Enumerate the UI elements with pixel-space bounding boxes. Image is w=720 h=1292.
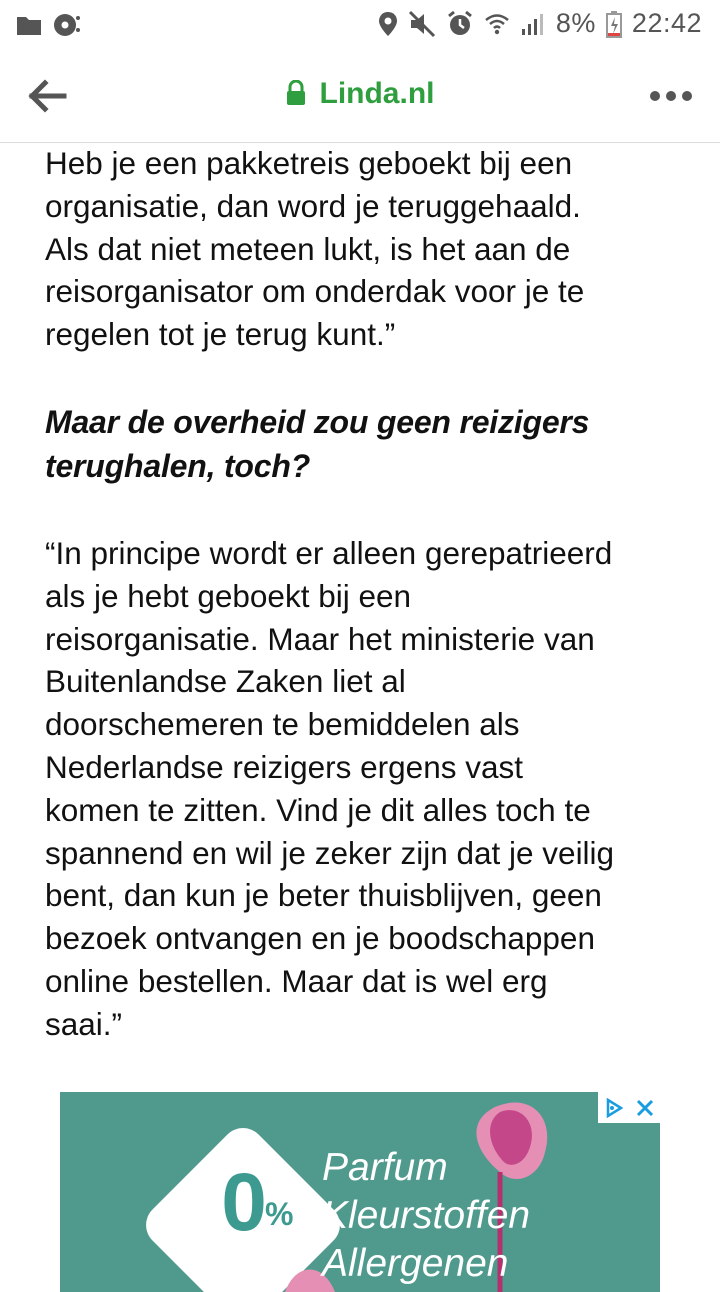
mute-icon	[408, 10, 436, 38]
advertisement-banner[interactable]	[60, 1092, 660, 1292]
ad-choices-badge	[598, 1092, 660, 1123]
lock-icon	[286, 80, 306, 106]
location-icon	[378, 11, 398, 37]
alarm-icon	[446, 10, 474, 38]
article-body	[45, 142, 685, 1046]
clock-time: 22:42	[631, 8, 702, 38]
ad-badge-percent: %	[265, 1196, 294, 1232]
ad-close-button[interactable]	[629, 1092, 660, 1123]
more-dots-icon	[648, 88, 694, 104]
signal-icon	[520, 11, 546, 37]
url-bar[interactable]	[0, 77, 720, 111]
article-paragraph: Heb je een pakketreis geboekt bij een organisatie, dan word je teruggehaald. Als dat niet meteen lukt, is het aan de reisorganisator om onderdak voor je te regelen tot je terug kunt.”	[45, 145, 585, 353]
ad-badge-zero: 0	[221, 1157, 267, 1248]
close-icon	[635, 1098, 655, 1118]
media-disc-icon	[52, 12, 82, 38]
browser-toolbar	[0, 50, 720, 143]
interview-question: Maar de overheid zou geen reizigers terughalen, toch?	[45, 403, 590, 484]
folder-icon	[16, 14, 42, 36]
wifi-icon	[484, 11, 510, 37]
status-bar	[0, 0, 720, 50]
battery-charging-icon	[606, 10, 622, 38]
more-options-button[interactable]	[648, 88, 694, 104]
url-domain: Linda.nl	[319, 77, 435, 110]
ad-choices-icon	[603, 1097, 625, 1119]
battery-percentage: 8%	[555, 8, 596, 38]
interview-answer: “In principe wordt er alleen gerepatrieerd als je hebt geboekt bij een reisorganisatie. Maar het ministerie van Buitenlandse Zaken liet al doorschemeren te bemiddelen als Nederlandse reizigers ergens vast komen te zitten. Vind je dit alles toch te spannend en wil je zeker zijn dat je veilig bent, dan kun je beter thuisblijven, geen bezoek ontvangen en je boodschappen online bestellen. Maar dat is wel erg saai.”	[45, 534, 615, 1042]
ad-text: Parfum Kleurstoffen Allergenen	[322, 1146, 531, 1285]
ad-choices-button[interactable]	[598, 1092, 629, 1123]
